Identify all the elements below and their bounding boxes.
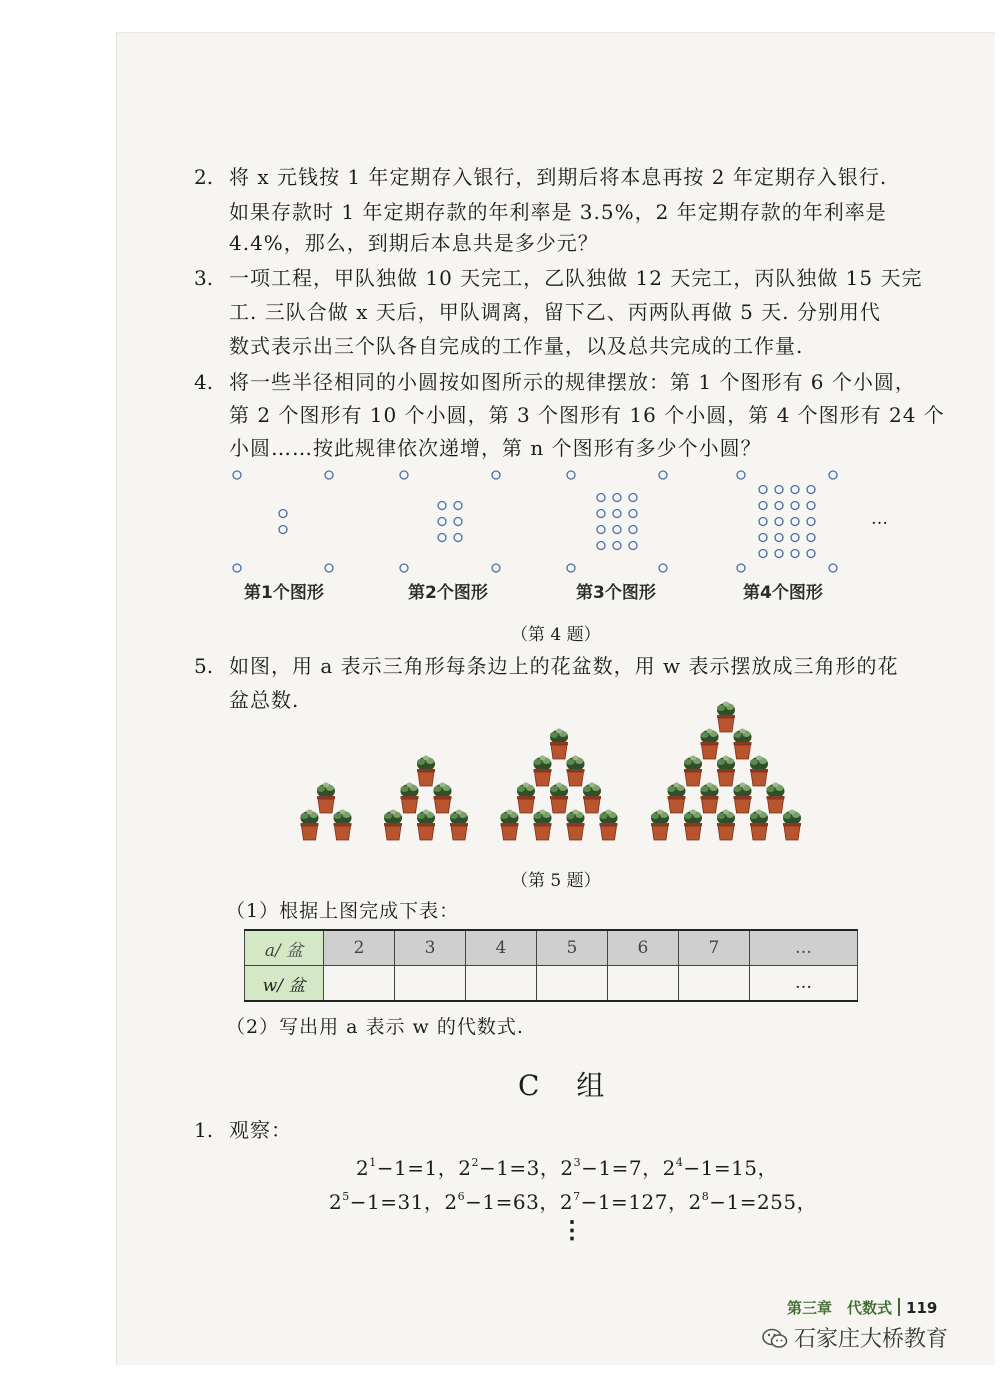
- wechat-icon: [762, 1327, 788, 1349]
- q2-line-3: 4.4%，那么，到期后本息共是多少元？: [229, 231, 599, 255]
- table-row-w: [245, 966, 858, 1002]
- table-cell: [324, 966, 395, 1002]
- table-cell: 7: [678, 930, 749, 966]
- q4-figure-label-1: 第1个图形: [244, 583, 324, 603]
- q4-line-1: 将一些半径相同的小圆按如图所示的规律摆放：第 1 个图形有 6 个小圆，: [229, 370, 916, 394]
- page-footer: [787, 1297, 937, 1318]
- chapter-title: 第三章 代数式: [787, 1299, 893, 1317]
- q2-number: 2.: [194, 165, 214, 189]
- q4-line-3: 小圆……按此规律依次递增，第 n 个图形有多少个小圆？: [229, 436, 762, 460]
- q4-figure-label-4: 第4个图形: [743, 583, 823, 603]
- table-cell: …: [749, 930, 857, 966]
- table-cell: [394, 966, 465, 1002]
- q5-number: 5.: [194, 654, 214, 678]
- equation-line-1: $2^1-1=1$，$2^2-1=3$，$2^3-1=7$，$2^4-1=15$，: [356, 1156, 779, 1180]
- q3-line-1: 一项工程，甲队独做 10 天完工，乙队独做 12 天完工，丙队独做 15 天完: [229, 266, 923, 290]
- q4-caption: （第 4 题）: [511, 625, 601, 645]
- table-cell: [536, 966, 607, 1002]
- q5-sub1: （1）根据上图完成下表：: [226, 900, 460, 922]
- q4-figure-label-3: 第3个图形: [576, 583, 656, 603]
- c-q1-text: 观察：: [229, 1118, 292, 1142]
- table-cell: 4: [465, 930, 536, 966]
- q2-line-1: 将 x 元钱按 1 年定期存入银行，到期后将本息再按 2 年定期存入银行.: [229, 165, 888, 189]
- q4-figure-label-2: 第2个图形: [408, 583, 488, 603]
- c-q1-number: 1.: [194, 1118, 214, 1142]
- watermark-text: 石家庄大桥教育: [794, 1327, 949, 1352]
- q4-ellipsis: …: [871, 509, 888, 529]
- table-cell: [465, 966, 536, 1002]
- q5-line-1: 如图，用 a 表示三角形每条边上的花盆数，用 w 表示摆放成三角形的花: [229, 654, 899, 678]
- table-cell: 3: [394, 930, 465, 966]
- table-cell: …: [749, 966, 857, 1002]
- table-cell: [678, 966, 749, 1002]
- page-number: 119: [906, 1299, 938, 1317]
- q4-number: 4.: [194, 370, 214, 394]
- q3-line-2: 工. 三队合做 x 天后，甲队调离，留下乙、丙两队再做 5 天. 分别用代: [229, 300, 881, 324]
- table-cell: 2: [324, 930, 395, 966]
- section-c-heading: C 组: [518, 1069, 619, 1102]
- watermark: [762, 1322, 948, 1353]
- row-w-label: w/ 盆: [245, 966, 324, 1002]
- table-cell: 6: [607, 930, 678, 966]
- q5-table: [244, 929, 858, 1002]
- row-a-label: a/ 盆: [245, 930, 324, 966]
- q4-line-2: 第 2 个图形有 10 个小圆，第 3 个图形有 16 个小圆，第 4 个图形有 24 个: [229, 403, 945, 427]
- q5-caption: （第 5 题）: [511, 871, 601, 891]
- table-cell: 5: [536, 930, 607, 966]
- q5-line-2: 盆总数.: [229, 688, 300, 712]
- equation-line-2: $2^5-1=31$，$2^6-1=63$，$2^7-1=127$，$2^8-1=255$，: [329, 1190, 818, 1214]
- vertical-ellipsis: ⋮: [560, 1215, 585, 1244]
- q2-line-2: 如果存款时 1 年定期存款的年利率是 3.5%，2 年定期存款的年利率是: [229, 200, 887, 224]
- q5-sub2: （2）写出用 a 表示 w 的代数式.: [226, 1016, 524, 1038]
- table-cell: [607, 966, 678, 1002]
- q3-line-3: 数式表示出三个队各自完成的工作量，以及总共完成的工作量.: [229, 334, 804, 358]
- table-row-a: [245, 930, 858, 966]
- q3-number: 3.: [194, 266, 214, 290]
